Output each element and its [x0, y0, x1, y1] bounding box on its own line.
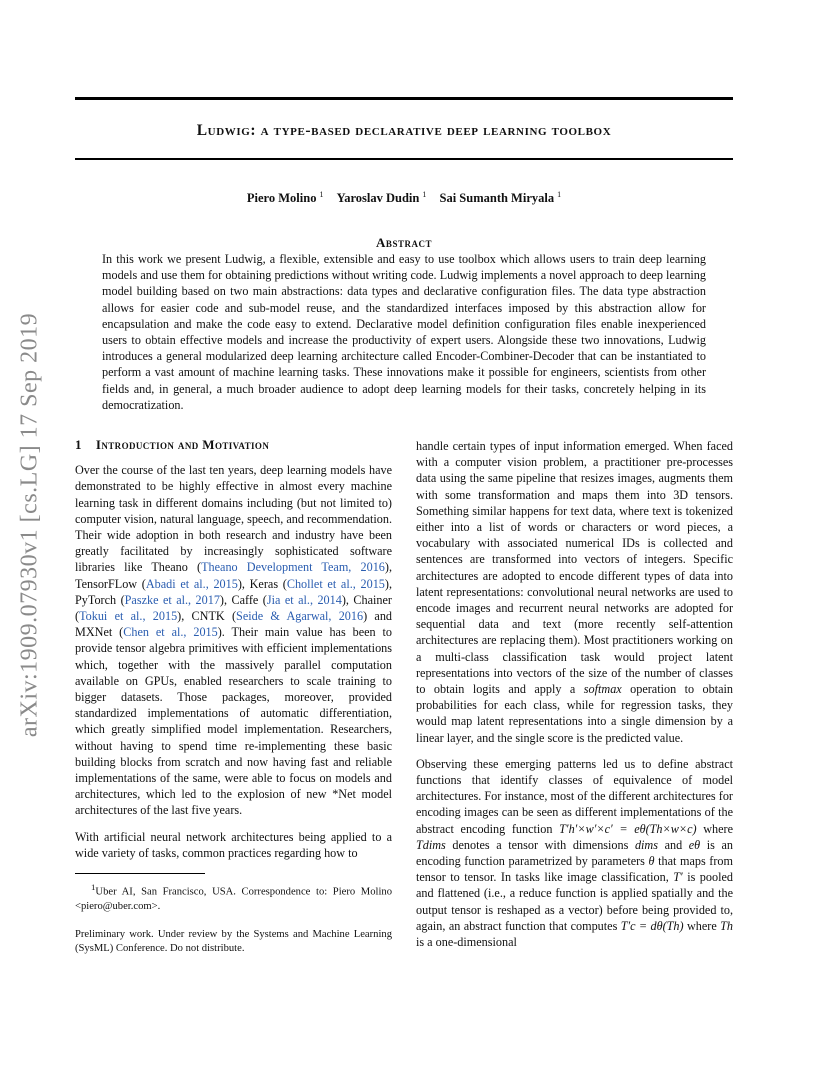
paper-title: Ludwig: a type-based declarative deep learning toolbox [196, 122, 612, 139]
math-inline: T′h′×w′×c′ = eθ(Th×w×c) [559, 821, 697, 836]
author-name: Sai Sumanth Miryala [439, 191, 555, 206]
footnote-text: Uber AI, San Francisco, USA. Correspondence to: Piero Molino <piero@uber.com>. [75, 886, 392, 912]
author-affiliation-mark: 1 [319, 190, 324, 199]
text-run: Over the course of the last ten years, deep learning models have demonstrated to be highly effective in almost every machine learning task in different domains including (but not limited to) computer vision, natural language, speech, and recommendation. Their wide adoption in both research and industry have been greatly facilitated by increasingly sophisticated software libraries like Theano ( [75, 463, 392, 575]
section-heading [75, 437, 392, 453]
math-inline: T′ [673, 870, 683, 885]
text-run: denotes a tensor with dimensions [445, 837, 635, 852]
arxiv-stamp [10, 290, 50, 760]
text-run: is an encoding function parametrized by parameters [416, 837, 733, 869]
arxiv-stamp-text: arXiv:1909.07930v1 [cs.LG] 17 Sep 2019 [16, 312, 43, 738]
section-number: 1 [75, 437, 82, 452]
author-name: Piero Molino [246, 191, 317, 206]
intro-paragraph-2: With artificial neural network architectures being applied to a wide variety of tasks, common practices regarding how to [75, 829, 392, 860]
text-run: operation to obtain probabilities for each class, while for regression tasks, they would map latent representations into a single dimension by a linear layer, and the single score is the predicted value. [416, 682, 733, 745]
citation-link[interactable]: Abadi et al., 2015 [145, 576, 238, 591]
math-inline: θ [648, 854, 655, 869]
citation-link[interactable]: Chen et al., 2015 [123, 625, 218, 640]
text-run: ), TensorFLow ( [75, 560, 392, 591]
text-run: ), Keras ( [237, 576, 287, 591]
author [440, 191, 562, 205]
text-run: where [683, 918, 721, 933]
footnote [75, 880, 392, 914]
author [247, 191, 324, 205]
text-run: where [696, 821, 733, 836]
citation-link[interactable]: Tokui et al., 2015 [79, 609, 178, 624]
text-run: and [657, 837, 689, 852]
author-affiliation-mark: 1 [557, 190, 562, 199]
citation-link[interactable]: Chollet et al., 2015 [286, 576, 385, 591]
text-run: is pooled and flattened (i.e., a reduce function is applied spatially and the output tensor is reshaped as a vector) before being provided to, again, an abstract function that computes [416, 870, 733, 933]
citation-link[interactable]: Seide & Agarwal, 2016 [236, 609, 364, 624]
author-affiliation-mark: 1 [422, 190, 427, 199]
text-run: is a one-dimensional [416, 935, 517, 950]
text-run: Observing these emerging patterns led us to define abstract functions that identify classes of equivalence of model architectures. For instance, most of the different architectures for encoding images can be seen as different implementations of the abstract encoding function [416, 756, 733, 836]
intro-paragraph-3 [416, 438, 733, 746]
emphasis: softmax [583, 682, 622, 697]
author-name: Yaroslav Dudin [336, 191, 420, 206]
footnote-mark: 1 [91, 882, 96, 893]
preliminary-notice: Preliminary work. Under review by the Systems and Machine Learning (SysML) Conference. Do not distribute. [75, 928, 392, 954]
text-run: ). Their main value has been to provide tensor algebra primitives with efficient implementations which, together with the massively parallel computation available on GPUs, enabled researchers to scale training to bigger datasets. Those packages, moreover, provided standardized implementations of automatic differentiation, which greatly simplified model implementation. Researchers, without having to spend time re-implementing these basic building blocks from scratch and now having fast and reliable implementations of the same, were able to focus on models and architectures, which led to the explosion of new *Net model architectures of the last five years. [75, 625, 392, 818]
math-inline: eθ [688, 837, 701, 852]
citation-link[interactable]: Theano Development Team, 2016 [201, 560, 385, 575]
author [337, 191, 427, 205]
math-inline: Tdims [416, 837, 446, 852]
math-inline: T′c = dθ(Th) [620, 918, 684, 933]
text-run: ), Chainer ( [75, 592, 392, 624]
title-rule-bottom [75, 158, 733, 160]
intro-paragraph-1 [75, 462, 392, 818]
text-run: ) and MXNet ( [75, 609, 393, 640]
footnote-divider [75, 873, 205, 874]
math-inline: dims [634, 837, 658, 852]
text-run: ), Caffe ( [219, 592, 267, 607]
text-run: ), PyTorch ( [75, 576, 392, 607]
citation-link[interactable]: Paszke et al., 2017 [124, 592, 220, 607]
text-run: that maps from tensor to tensor. In tasks like image classification, [416, 854, 733, 885]
abstract-heading: Abstract [376, 235, 432, 250]
section-title: Introduction and Motivation [95, 437, 270, 452]
abstract-text: In this work we present Ludwig, a flexible, extensible and easy to use toolbox which allows users to train deep learning models and use them for obtaining predictions without writing code. Ludwig implements a novel approach to deep learning model building based on two main abstractions: data types and declarative configuration files. The data type abstraction allows for easier code and sub-model reuse, and the standardized interfaces imposed by this abstraction allow for encapsulation and make the code easy to extend. Declarative model definition configuration files enable inexperienced users to obtain effective models and increase the productivity of expert users. Alongside these two innovations, Ludwig introduces a general modularized deep learning architecture called Encoder-Combiner-Decoder that can be instantiated to perform a vast amount of machine learning tasks. These innovations make it possible for engineers, scientists from other fields and, in general, a much broader audience to adopt deep learning models for their tasks, concretely helping in its democratization. [102, 252, 706, 412]
intro-paragraph-4 [416, 756, 733, 950]
title-rule-top [75, 97, 733, 100]
text-run: handle certain types of input information emerged. When faced with a computer vision problem, a practitioner pre-processes data using the same pipeline that resizes images, augments them with some transformation and maps them into 3D tensors. Something similar happens for text data, where text is tokenized either into a list of words or characters or word pieces, a vocabulary with associated numerical IDs is collected and sentences are transformed into vectors of integers. Specific architectures are adopted to encode different types of data into latent representations: convolutional neural networks are used to encode images and recurrent neural networks are adopted for sequential data and text (more recently self-attention architectures are replacing them). Most practitioners working on a multi-class classification task would project latent representations into vectors of the size of the number of classes to obtain logits and apply a [416, 439, 733, 697]
citation-link[interactable]: Jia et al., 2014 [266, 592, 342, 607]
right-column [416, 438, 733, 950]
math-inline: Th [720, 918, 733, 933]
text-run: ), CNTK ( [177, 609, 237, 624]
author-list [75, 190, 733, 206]
left-column [75, 437, 392, 956]
